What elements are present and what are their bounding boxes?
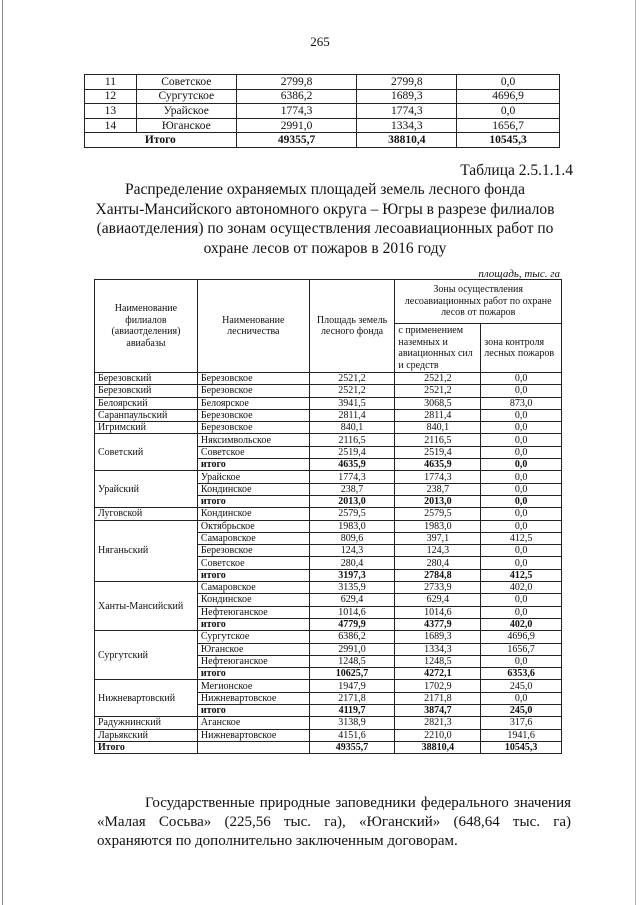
header-zone-ground: с применением наземных и авиационных сил и средств — [395, 324, 481, 373]
forestry-name: Сургутское — [136, 89, 236, 104]
area-control: 0,0 — [481, 594, 562, 606]
area-ground: 2116,5 — [395, 434, 481, 446]
area-control: 317,6 — [481, 717, 562, 729]
title-line: Ханты-Мансийского автономного округа – Югры в разрезе филиалов — [95, 200, 555, 218]
area-total: 1947,9 — [309, 680, 395, 692]
area-total: 2991,0 — [236, 118, 357, 133]
forestry-name: Аганское — [197, 717, 309, 729]
forestry-name: Березовское — [197, 409, 309, 421]
table-row — [85, 75, 560, 90]
area-ground: 1689,3 — [357, 89, 457, 104]
area-total: 1983,0 — [309, 520, 395, 532]
branch-name: Няганьский — [95, 520, 198, 581]
area-ground: 1983,0 — [395, 520, 481, 532]
branch-name: Урайский — [95, 471, 198, 508]
forestry-name: Самаровское — [197, 582, 309, 594]
branch-name: Луговской — [95, 508, 198, 520]
area-ground: 1702,9 — [395, 680, 481, 692]
area-ground: 1774,3 — [395, 471, 481, 483]
area-ground: 124,3 — [395, 545, 481, 557]
area-control: 4696,9 — [481, 631, 562, 643]
area-total: 2171,8 — [309, 692, 395, 704]
area-ground: 3874,7 — [395, 705, 481, 717]
area-total: 4119,7 — [309, 705, 395, 717]
branch-name: Березовский — [95, 373, 198, 385]
area-total: 1248,5 — [309, 655, 395, 667]
total-label: Итого — [85, 133, 237, 148]
area-total: 124,3 — [309, 545, 395, 557]
area-total: 2013,0 — [309, 495, 395, 507]
forestry-name: Березовское — [197, 373, 309, 385]
area-total: 3138,9 — [309, 717, 395, 729]
forestry-name: Советское — [136, 75, 236, 90]
area-total: 2521,2 — [309, 373, 395, 385]
area-total: 2519,4 — [309, 446, 395, 458]
forestry-name: Березовское — [197, 422, 309, 434]
table-row — [95, 729, 562, 741]
forestry-name: итого — [197, 495, 309, 507]
area-ground: 2579,5 — [395, 508, 481, 520]
area-total: 4779,9 — [309, 618, 395, 630]
area-ground: 2821,3 — [395, 717, 481, 729]
area-total: 3135,9 — [309, 582, 395, 594]
area-total: 1774,3 — [236, 104, 357, 119]
area-ground: 629,4 — [395, 594, 481, 606]
table-row — [95, 434, 562, 446]
forestry-name: итого — [197, 668, 309, 680]
area-control: 0,0 — [457, 104, 560, 119]
area-control: 0,0 — [481, 373, 562, 385]
area-control: 0,0 — [481, 520, 562, 532]
area-control: 0,0 — [457, 75, 560, 90]
area-ground: 4272,1 — [395, 668, 481, 680]
area-control: 402,0 — [481, 618, 562, 630]
area-ground: 1689,3 — [395, 631, 481, 643]
area-ground: 2811,4 — [395, 409, 481, 421]
area-total: 3197,3 — [309, 569, 395, 581]
area-control: 1941,6 — [481, 729, 562, 741]
area-control: 1656,7 — [457, 118, 560, 133]
total-area: 49355,7 — [309, 741, 395, 753]
forestry-name: Няксимвольское — [197, 434, 309, 446]
area-control: 0,0 — [481, 483, 562, 495]
forestry-name: Нефтеюганское — [197, 655, 309, 667]
total-ground: 38810,4 — [357, 133, 457, 148]
closing-paragraph — [97, 794, 571, 851]
area-ground: 2784,8 — [395, 569, 481, 581]
continuation-table — [84, 74, 560, 148]
area-control: 0,0 — [481, 409, 562, 421]
branch-name: Саранпаульский — [95, 409, 198, 421]
table-row — [95, 409, 562, 421]
area-total: 238,7 — [309, 483, 395, 495]
branch-name: Ларьякский — [95, 729, 198, 741]
title-line: Распределение охраняемых площадей земель лесного фонда — [125, 181, 525, 198]
branch-name: Радужнинский — [95, 717, 198, 729]
area-total: 2521,2 — [309, 385, 395, 397]
area-control: 402,0 — [481, 582, 562, 594]
total-ground: 38810,4 — [395, 741, 481, 753]
scan-edge-right — [635, 0, 636, 905]
forestry-name: Советское — [197, 557, 309, 569]
area-control: 412,5 — [481, 569, 562, 581]
area-total: 6386,2 — [236, 89, 357, 104]
forestry-name: итого — [197, 705, 309, 717]
area-total: 6386,2 — [309, 631, 395, 643]
area-ground: 2521,2 — [395, 373, 481, 385]
area-ground: 397,1 — [395, 532, 481, 544]
area-control: 0,0 — [481, 655, 562, 667]
total-row — [95, 741, 562, 753]
table-row — [85, 118, 560, 133]
forestry-name: Октябрьское — [197, 520, 309, 532]
header-branch: Наименование филиалов (авиаотделения) авиабазы — [95, 280, 198, 373]
area-control: 0,0 — [481, 385, 562, 397]
area-total: 629,4 — [309, 594, 395, 606]
area-total: 2116,5 — [309, 434, 395, 446]
area-ground: 2210,0 — [395, 729, 481, 741]
branch-name: Нижневартовский — [95, 680, 198, 717]
header-zone-control: зона контроля лесных пожаров — [481, 324, 562, 373]
area-control: 412,5 — [481, 532, 562, 544]
area-ground: 238,7 — [395, 483, 481, 495]
area-total: 4151,6 — [309, 729, 395, 741]
area-control: 0,0 — [481, 692, 562, 704]
table-row — [95, 385, 562, 397]
forestry-name: итого — [197, 569, 309, 581]
paragraph-text: Государственные природные заповедники федерального значения «Малая Сосьва» (225,56 тыс. га), «Юганский» (648,64 тыс. га) охраняются по дополнительно заключенным договорам. — [97, 795, 571, 849]
table-row — [95, 631, 562, 643]
area-total: 280,4 — [309, 557, 395, 569]
area-control: 0,0 — [481, 434, 562, 446]
forestry-name: итого — [197, 618, 309, 630]
area-ground: 280,4 — [395, 557, 481, 569]
forestry-name: Советское — [197, 446, 309, 458]
area-total: 1774,3 — [309, 471, 395, 483]
area-ground: 1334,3 — [395, 643, 481, 655]
forestry-name: Урайское — [136, 104, 236, 119]
area-control: 0,0 — [481, 495, 562, 507]
forestry-name: Белоярское — [197, 397, 309, 409]
forestry-name: Березовское — [197, 545, 309, 557]
total-label: Итого — [95, 741, 198, 753]
area-ground: 1248,5 — [395, 655, 481, 667]
forestry-name: Самаровское — [197, 532, 309, 544]
forestry-name: Мегионское — [197, 680, 309, 692]
row-number: 13 — [85, 104, 137, 119]
area-total: 10625,7 — [309, 668, 395, 680]
area-ground: 1014,6 — [395, 606, 481, 618]
table-number: Таблица 2.5.1.1.4 — [460, 162, 573, 179]
table-row — [95, 397, 562, 409]
forestry-name: Нефтеюганское — [197, 606, 309, 618]
scan-edge-left — [2, 0, 3, 905]
units-label: площадь, тыс. га — [478, 268, 560, 280]
area-control: 4696,9 — [457, 89, 560, 104]
forestry-name: Кондинское — [197, 594, 309, 606]
area-ground: 840,1 — [395, 422, 481, 434]
area-total: 3941,5 — [309, 397, 395, 409]
branch-name: Березовский — [95, 385, 198, 397]
branch-name: Белоярский — [95, 397, 198, 409]
area-ground: 3068,5 — [395, 397, 481, 409]
forestry-name: Березовское — [197, 385, 309, 397]
area-ground: 2013,0 — [395, 495, 481, 507]
header-forestry: Наименование лесничества — [197, 280, 309, 373]
area-control: 0,0 — [481, 471, 562, 483]
forestry-name: Урайское — [197, 471, 309, 483]
table-row — [95, 680, 562, 692]
forest-zones-table — [94, 279, 562, 754]
row-number: 14 — [85, 118, 137, 133]
forestry-name: Кондинское — [197, 508, 309, 520]
area-ground: 4635,9 — [395, 459, 481, 471]
table-row — [95, 508, 562, 520]
area-total: 2811,4 — [309, 409, 395, 421]
total-control: 10545,3 — [481, 741, 562, 753]
area-total: 2579,5 — [309, 508, 395, 520]
table-row — [85, 104, 560, 119]
area-control: 6353,6 — [481, 668, 562, 680]
forestry-name: Юганское — [197, 643, 309, 655]
table-row — [95, 422, 562, 434]
total-control: 10545,3 — [457, 133, 560, 148]
area-ground: 2521,2 — [395, 385, 481, 397]
area-ground: 1774,3 — [357, 104, 457, 119]
area-control: 0,0 — [481, 606, 562, 618]
header-zones: Зоны осуществления лесоавиационных работ по охране лесов от пожаров — [395, 280, 562, 324]
area-control: 0,0 — [481, 508, 562, 520]
area-total: 4635,9 — [309, 459, 395, 471]
area-total: 1014,6 — [309, 606, 395, 618]
area-control: 1656,7 — [481, 643, 562, 655]
area-ground: 2733,9 — [395, 582, 481, 594]
table-row — [85, 89, 560, 104]
forestry-name: Юганское — [136, 118, 236, 133]
table-row — [95, 520, 562, 532]
table-row — [95, 582, 562, 594]
total-forestry — [197, 741, 309, 753]
total-area: 49355,7 — [236, 133, 357, 148]
area-control: 0,0 — [481, 557, 562, 569]
area-ground: 2519,4 — [395, 446, 481, 458]
branch-name: Советский — [95, 434, 198, 471]
area-ground: 1334,3 — [357, 118, 457, 133]
area-ground: 2171,8 — [395, 692, 481, 704]
area-total: 2991,0 — [309, 643, 395, 655]
area-control: 0,0 — [481, 545, 562, 557]
area-control: 0,0 — [481, 459, 562, 471]
forestry-name: итого — [197, 459, 309, 471]
page-number: 265 — [310, 34, 330, 49]
branch-name: Сургутский — [95, 631, 198, 680]
total-row — [85, 133, 560, 148]
table-title — [90, 180, 560, 258]
area-control: 0,0 — [481, 422, 562, 434]
header-area: Площадь земель лесного фонда — [309, 280, 395, 373]
forestry-name: Нижневартовское — [197, 729, 309, 741]
branch-name: Ханты-Мансийский — [95, 582, 198, 631]
area-control: 0,0 — [481, 446, 562, 458]
table-row — [95, 717, 562, 729]
area-total: 2799,8 — [236, 75, 357, 90]
row-number: 11 — [85, 75, 137, 90]
row-number: 12 — [85, 89, 137, 104]
table-row — [95, 373, 562, 385]
title-line: (авиаотделения) по зонам осуществления лесоавиационных работ по — [96, 220, 554, 237]
branch-name: Игримский — [95, 422, 198, 434]
area-total: 840,1 — [309, 422, 395, 434]
table-row — [95, 471, 562, 483]
forestry-name: Сургутское — [197, 631, 309, 643]
area-control: 873,0 — [481, 397, 562, 409]
area-control: 245,0 — [481, 680, 562, 692]
forestry-name: Кондинское — [197, 483, 309, 495]
area-ground: 2799,8 — [357, 75, 457, 90]
area-ground: 4377,9 — [395, 618, 481, 630]
title-line: охране лесов от пожаров в 2016 году — [203, 239, 447, 257]
forestry-name: Нижневартовское — [197, 692, 309, 704]
area-total: 809,6 — [309, 532, 395, 544]
area-control: 245,0 — [481, 705, 562, 717]
